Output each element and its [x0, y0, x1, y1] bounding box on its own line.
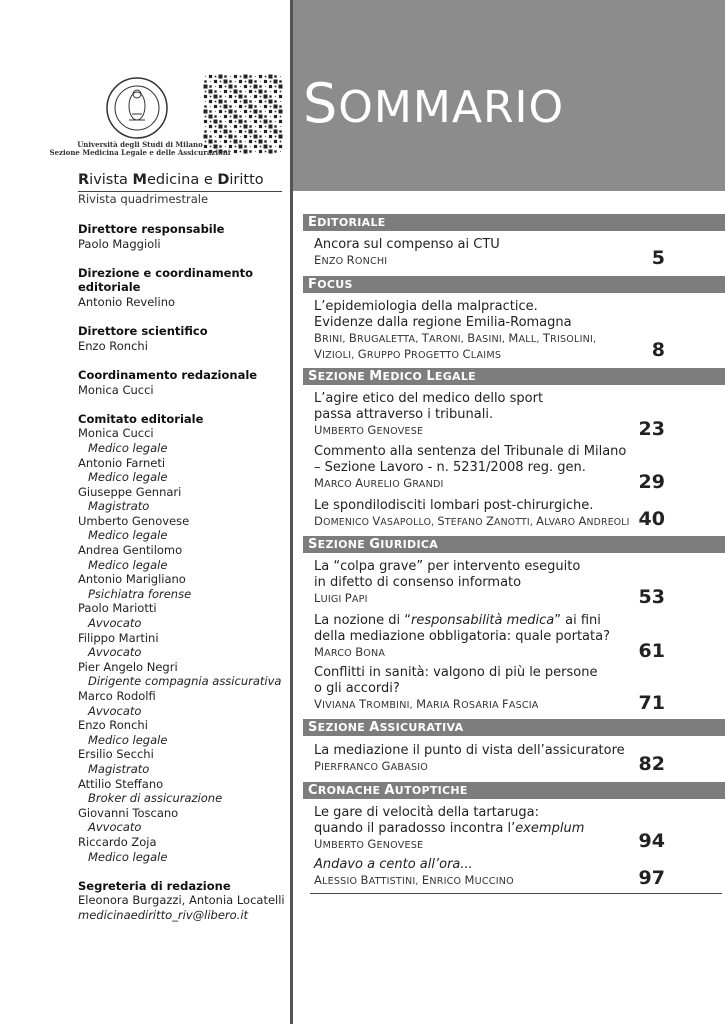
staff-heading: Segreteria di redazione	[78, 878, 231, 893]
staff-heading: editoriale	[78, 280, 141, 295]
board-member-role: Magistrato	[88, 499, 150, 514]
board-member-role: Avvocato	[88, 616, 142, 631]
board-member-role: Magistrato	[88, 761, 150, 776]
board-member-role: Medico legale	[88, 528, 168, 543]
board-member-name: Enzo Ronchi	[78, 718, 148, 733]
page-number: 97	[638, 867, 665, 889]
journal-title: Rivista Medicina e Diritto	[78, 172, 264, 188]
staff-name: Eleonora Burgazzi, Antonia Locatelli	[78, 893, 285, 908]
toc-entry[interactable]: Conflitti in sanità: valgono di più le persone o gli accordi? VIVIANA TROMBINI, MARIA ROSARIA FASCIA	[314, 665, 598, 711]
board-member-name: Antonio Farneti	[78, 455, 166, 470]
section-header-cronache-autoptiche: CRONACHE AUTOPTICHE	[303, 782, 725, 799]
board-member-role: Medico legale	[88, 732, 168, 747]
toc-entry[interactable]: L’epidemiologia della malpractice. Evidenze dalla regione Emilia-Romagna BRINI, BRUGALETTA, TARONI, BASINI, MALL, TRISOLINI, VIZIOLI, GRUPPO PROGETTO CLAIMS	[314, 299, 597, 361]
university-name: Università degli Studi di Milano	[77, 140, 203, 149]
divider-line	[310, 893, 722, 894]
section-header-giuridica: SEZIONE GIURIDICA	[303, 536, 725, 553]
staff-name: Monica Cucci	[78, 382, 154, 397]
board-member-name: Umberto Genovese	[78, 513, 190, 528]
university-seal-logo	[96, 76, 178, 140]
page-number: 53	[638, 586, 665, 608]
board-member-name: Paolo Mariotti	[78, 601, 157, 616]
page-number: 94	[638, 830, 665, 852]
page-number: 29	[638, 471, 665, 493]
board-member-name: Antonio Marigliano	[78, 572, 186, 587]
board-member-name: Pier Angelo Negri	[78, 659, 178, 674]
page-number: 61	[638, 640, 665, 662]
staff-name: Paolo Maggioli	[78, 236, 161, 251]
page-number: 8	[651, 339, 665, 361]
board-member-name: Monica Cucci	[78, 426, 154, 441]
board-member-role: Medico legale	[88, 470, 168, 485]
board-member-name: Giuseppe Gennari	[78, 484, 182, 499]
editorial-board-list	[78, 426, 288, 864]
page-number: 82	[638, 753, 665, 775]
toc-entry[interactable]: Commento alla sentenza del Tribunale di Milano – Sezione Lavoro - n. 5231/2008 reg. gen. MARCO AURELIO GRANDI	[314, 444, 627, 490]
page-number: 71	[638, 692, 665, 714]
board-member-name: Attilio Steffano	[78, 776, 164, 791]
board-member-name: Ersilio Secchi	[78, 747, 154, 762]
staff-heading: Coordinamento redazionale	[78, 367, 258, 382]
board-member-name: Filippo Martini	[78, 630, 159, 645]
toc-entry[interactable]: Le spondilodisciti lombari post-chirurgiche. DOMENICO VASAPOLLO, STEFANO ZANOTTI, ALVARO ANDREOLI	[314, 498, 630, 528]
toc-entry[interactable]: La nozione di “responsabilità medica” ai fini della mediazione obbligatoria: quale portata? MARCO BONA	[314, 613, 610, 659]
page-number: 5	[651, 247, 665, 269]
staff-heading: Direttore scientifico	[78, 324, 208, 339]
toc-entry[interactable]: Ancora sul compenso ai CTU ENZO RONCHI	[314, 237, 500, 267]
board-member-name: Riccardo Zoja	[78, 834, 157, 849]
toc-entry[interactable]: Le gare di velocità della tartaruga: quando il paradosso incontra l’exemplum UMBERTO GENOVESE	[314, 805, 585, 851]
board-member-role: Avvocato	[88, 703, 142, 718]
staff-list	[78, 222, 288, 923]
section-header-assicurativa: SEZIONE ASSICURATIVA	[303, 719, 725, 736]
staff-name: Antonio Revelino	[78, 294, 176, 309]
board-member-role: Psichiatra forense	[88, 586, 192, 601]
page-number: 23	[638, 418, 665, 440]
staff-name: Enzo Ronchi	[78, 338, 148, 353]
toc-entry[interactable]: La mediazione il punto di vista dell’assicuratore PIERFRANCO GABASIO	[314, 743, 625, 773]
masthead-column	[0, 0, 290, 1024]
board-member-role: Medico legale	[88, 849, 168, 864]
toc-entry[interactable]: La “colpa grave” per intervento eseguito in difetto di consenso informato LUIGI PAPI	[314, 559, 581, 605]
page-title: SOMMARIO	[303, 72, 565, 135]
board-member-name: Andrea Gentilomo	[78, 543, 183, 558]
section-header-medico-legale: SEZIONE MEDICO LEGALE	[303, 368, 725, 385]
board-member-name: Marco Rodolfi	[78, 689, 156, 703]
staff-heading: Direzione e coordinamento	[78, 265, 254, 280]
toc-entry[interactable]: Andavo a cento all’ora... ALESSIO BATTISTINI, ENRICO MUCCINO	[314, 857, 514, 887]
journal-subtitle: Rivista quadrimestrale	[78, 192, 209, 206]
department-name: Sezione Medicina Legale e delle Assicurazioni	[49, 148, 231, 157]
page-number: 40	[638, 508, 665, 530]
toc-entry[interactable]: L’agire etico del medico dello sport passa attraverso i tribunali. UMBERTO GENOVESE	[314, 391, 544, 437]
board-member-role: Medico legale	[88, 557, 168, 572]
staff-heading: Direttore responsabile	[78, 222, 225, 236]
section-header-focus: FOCUS	[303, 276, 725, 293]
board-member-name: Giovanni Toscano	[78, 805, 179, 820]
board-member-role: Medico legale	[88, 440, 168, 455]
email-link[interactable]: medicinaediritto_riv@libero.it	[78, 907, 249, 922]
board-member-role: Broker di assicurazione	[88, 791, 223, 806]
staff-heading: Comitato editoriale	[78, 411, 204, 426]
board-member-role: Avvocato	[88, 645, 142, 660]
board-member-role: Avvocato	[88, 820, 142, 835]
divider-line	[78, 191, 282, 192]
section-header-editoriale: EDITORIALE	[303, 214, 725, 231]
board-member-role: Dirigente compagnia assicurativa	[88, 674, 282, 689]
